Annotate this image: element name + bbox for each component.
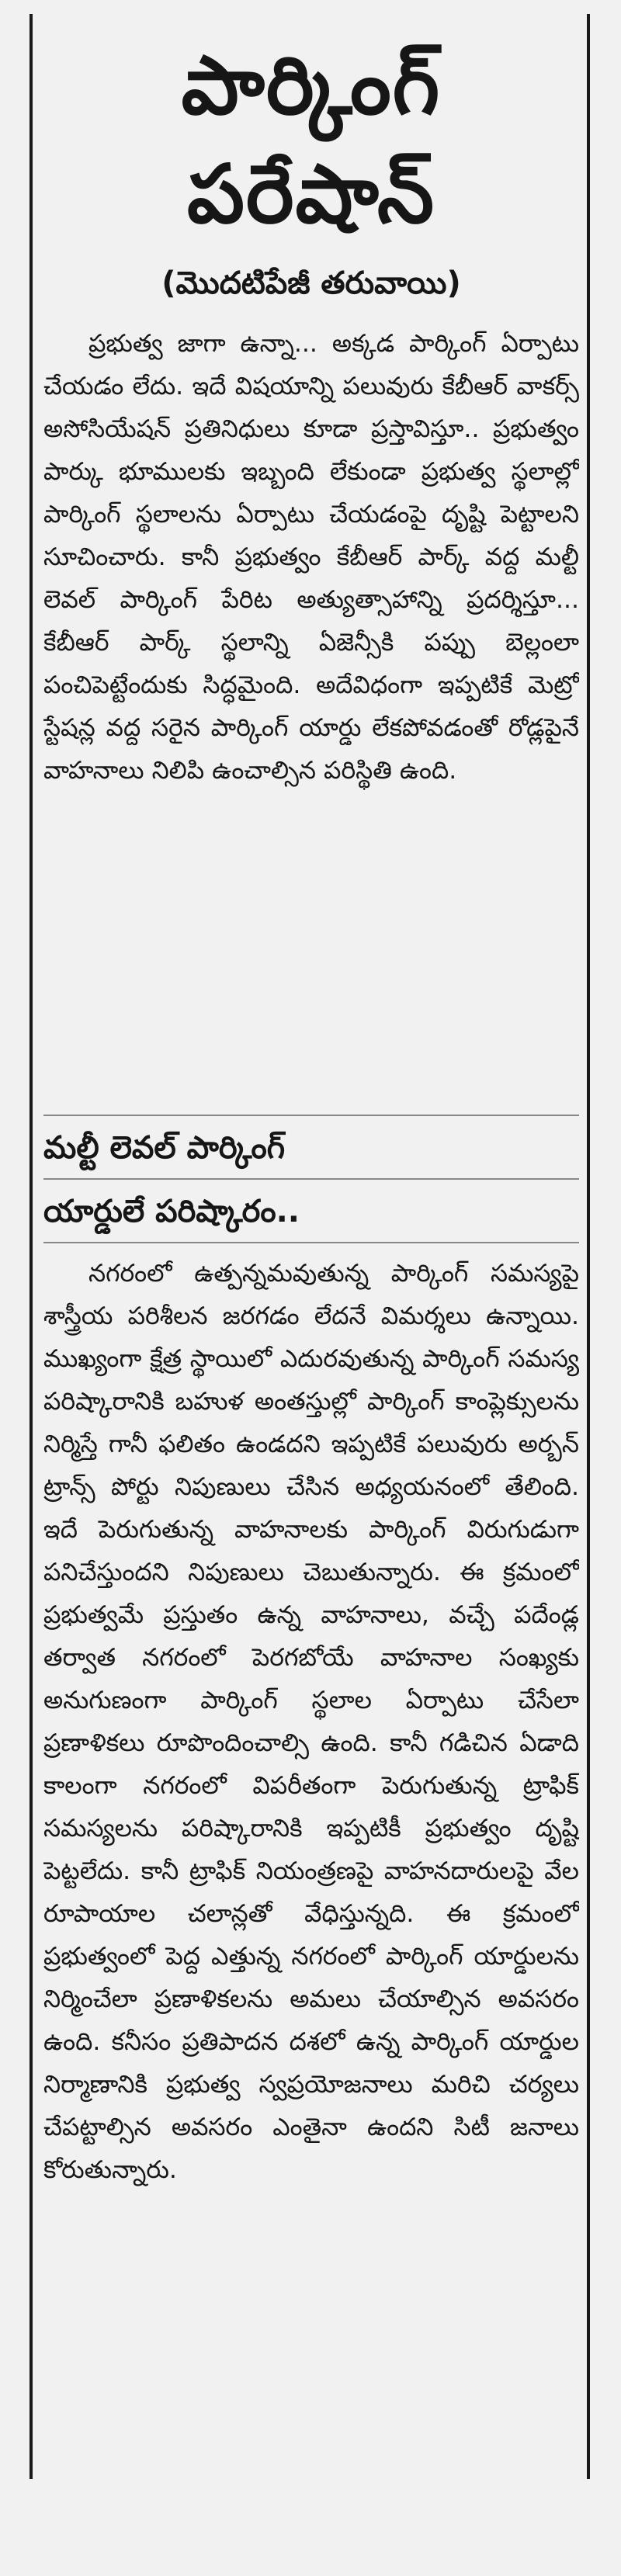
article <box>43 31 579 2576</box>
paragraph-2: నగరంలో ఉత్పన్నమవుతున్న పార్కింగ్ సమస్యపై శాస్త్రీయ పరిశీలన జరగడం లేదనే విమర్శలు ఉన్నాయి. ముఖ్యంగా క్షేత్ర స్థాయిలో ఎదురవుతున్న పార్కింగ్ సమస్య పరిష్కారానికి బహుళ అంతస్తుల్లో పార్కింగ్ కాంప్లెక్సులను నిర్మిస్తే గానీ ఫలితం ఉండదని ఇప్పటికే పలువురు అర్బన్ ట్రాన్స్ పోర్టు నిపుణులు చేసిన అధ్యయనంలో తేలింది. ఇదే పెరుగుతున్న వాహనాలకు పార్కింగ్ విరుగుడుగా పనిచేస్తుందని నిపుణులు చెబుతున్నారు. ఈ క్రమంలో ప్రభుత్వమే ప్రస్తుతం ఉన్న వాహనాలు, వచ్చే పదేండ్ల తర్వాత నగరంలో పెరగబోయే వాహనాల సంఖ్యకు అనుగుణంగా పార్కింగ్ స్థలాల ఏర్పాటు చేసేలా ప్రణాళికలు రూపొందించాల్సి ఉంది. కానీ గడిచిన ఏడాది కాలంగా నగరంలో విపరీతంగా పెరుగుతున్న ట్రాఫిక్ సమస్యలను పరిష్కారానికి ఇప్పటికీ ప్రభుత్వం దృష్టి పెట్టలేదు. కానీ ట్రాఫిక్ నియంత్రణపై వాహనదారులపై వేల రూపాయాల చలాన్లతో వేధిస్తున్నది. ఈ క్రమంలో ప్రభుత్వంలో పెద్ద ఎత్తున్న నగరంలో పార్కింగ్ యార్డులను నిర్మించేలా ప్రణాళికలను అమలు చేయాల్సిన అవసరం ఉంది. కనీసం ప్రతిపాదన దశలో ఉన్న పార్కింగ్ యార్డుల నిర్మాణానికి ప్రభుత్వ స్వప్రయోజనాలు మరిచి చర్యలు చేపట్టాల్సిన అవసరం ఎంతైనా ఉందని సిటీ జనాలు కోరుతున్నారు. <box>43 1260 579 2184</box>
subtitle-line-1: మల్టీ లెవల్ పార్కింగ్ <box>43 1130 286 1166</box>
headline-line-2: పరేషాన్ <box>186 147 436 241</box>
divider <box>43 1242 579 1243</box>
column-rule-left <box>29 14 33 2479</box>
divider <box>43 1115 579 1116</box>
continuation-note: (మొదటిపేజీ తరువాయి) <box>161 265 461 301</box>
column-rule-right <box>587 14 590 2479</box>
paragraph-1: ప్రభుత్వ జాగా ఉన్నా... అక్కడ పార్కింగ్ ఏర్పాటు చేయడం లేదు. ఇదే విషయాన్ని పలువురు కేబీఆర్ వాకర్స్ అసోసియేషన్ ప్రతినిధులు కూడా ప్రస్తావిస్తూ.. ప్రభుత్వం పార్కు భూములకు ఇబ్బంది లేకుండా ప్రభుత్వ స్థలాల్లో పార్కింగ్ స్థలాలను ఏర్పాటు చేయడంపై దృష్టి పెట్టాలని సూచించారు. కానీ ప్రభుత్వం కేబీఆర్ పార్క్ వద్ద మల్టీ లెవల్ పార్కింగ్ పేరిట అత్యుత్సాహాన్ని ప్రదర్శిస్తూ... కేబీఆర్ పార్క్ స్థలాన్ని ఏజెన్సీకి పప్పు బెల్లంలా పంచిపెట్టేందుకు సిద్ధమైంది. అదేవిధంగా ఇప్పటికే మెట్రో స్టేషన్ల వద్ద సరైన పార్కింగ్ యార్డు లేకపోవడంతో రోడ్లపైనే వాహనాలు నిలిపి ఉంచాల్సిన పరిస్థితి ఉంది. <box>43 330 579 785</box>
headline-line-1: పార్కింగ్ <box>181 38 442 133</box>
divider <box>43 1178 579 1180</box>
subtitle-line-2: యార్డులే పరిష్కారం.. <box>43 1194 300 1229</box>
